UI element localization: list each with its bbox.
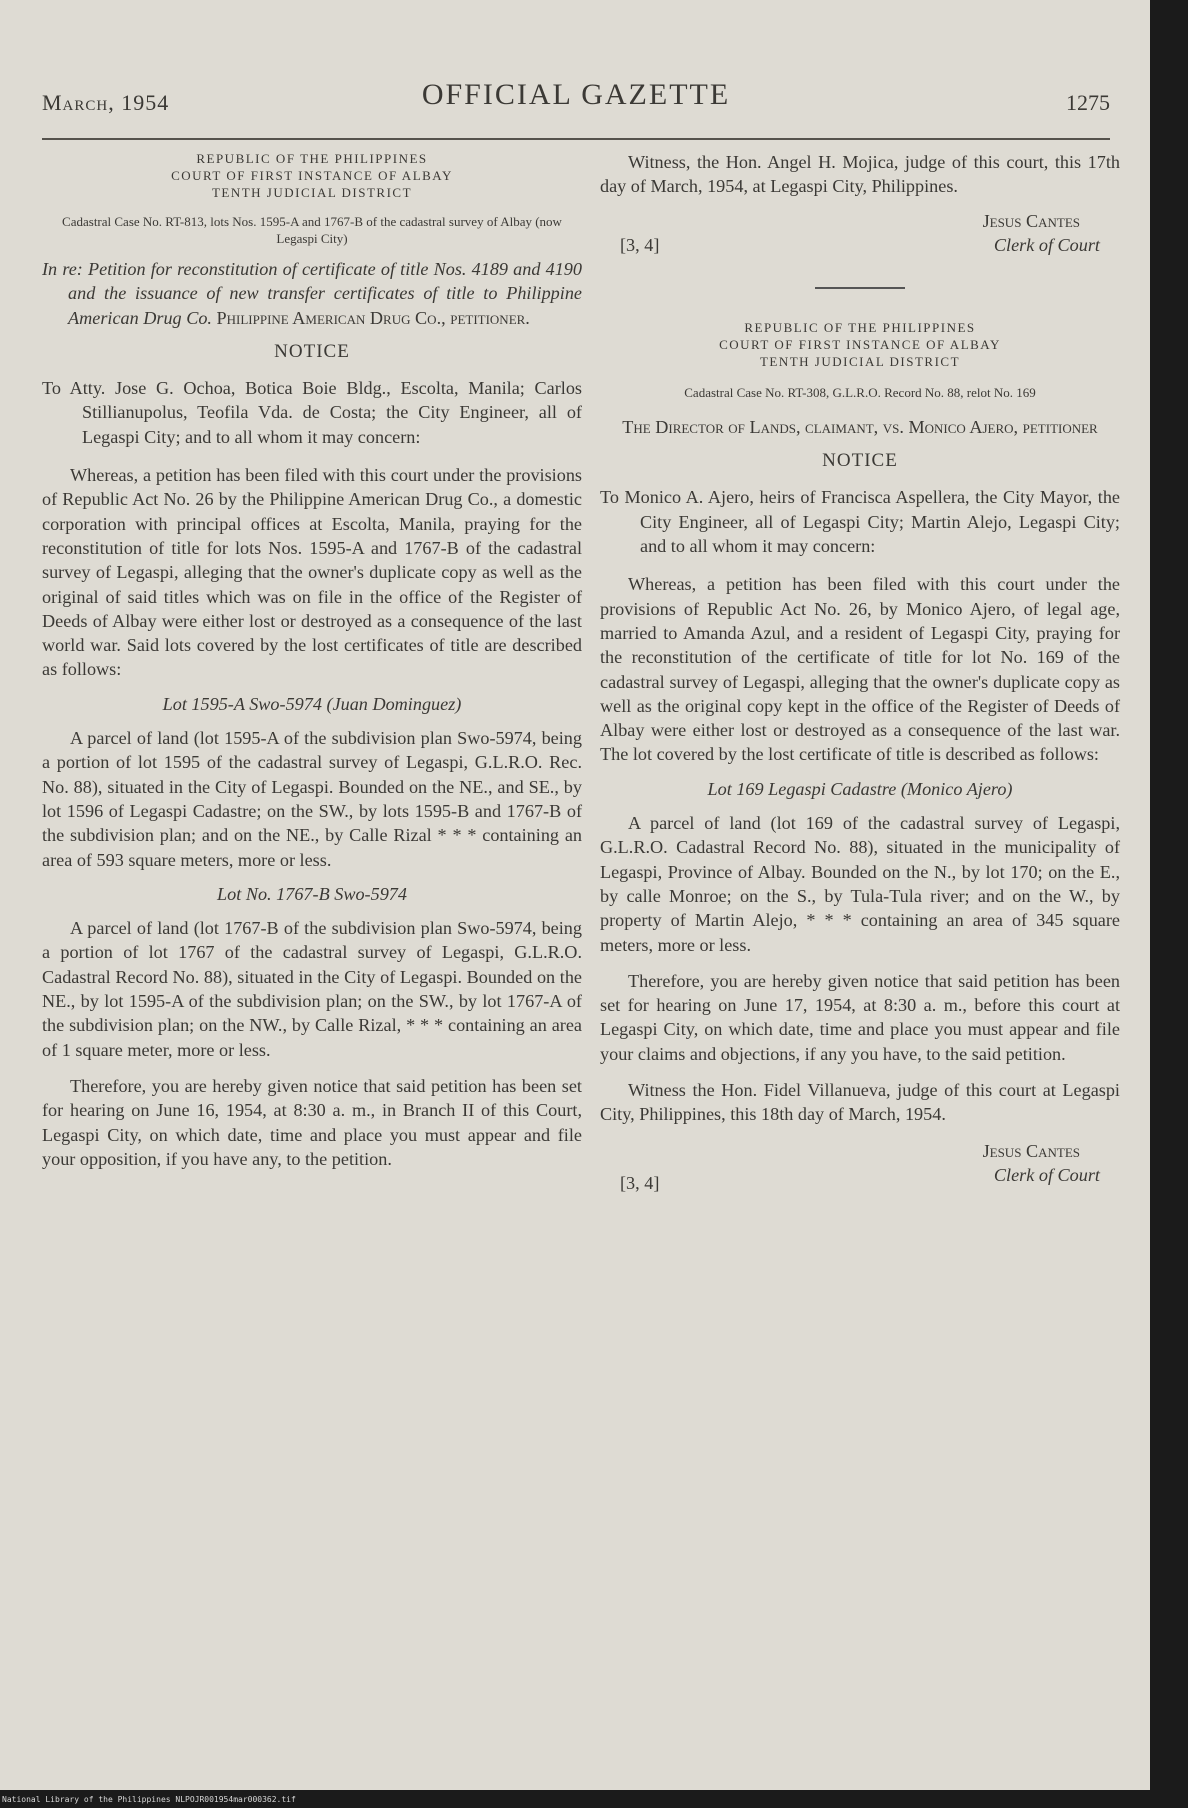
header-page-number: 1275 bbox=[1066, 90, 1110, 115]
right-caption-line: COURT OF FIRST INSTANCE OF ALBAY bbox=[719, 336, 1001, 352]
right-witness-1: Witness, the Hon. Angel H. Mojica, judge of this court, this 17th day of March, 1954, at Legaspi City, Philippines. bbox=[600, 152, 1120, 197]
right-signature-2-ref: [3, 4] bbox=[620, 1172, 660, 1193]
right-signature-2-row bbox=[600, 1163, 1120, 1193]
left-column bbox=[42, 150, 582, 1171]
right-lot-description: A parcel of land (lot 169 of the cadastral survey of Legaspi, G.L.R.O. Cadastral Record No. 88), situated in the municipality of Legaspi, Province of Albay. Bounded on the N., by lot 170; on the E., by calle Monroe; on the S., by Tula-Tula river; and on the W., by property of Martin Alejo, * * * containing an area of 345 square meters, more or less. bbox=[600, 813, 1120, 955]
left-lot2-description: A parcel of land (lot 1767-B of the subdivision plan Swo-5974, being a portion of lot 1767 of the cadastral survey of Legaspi, G.L.R.O. Cadastral Record No. 88), situated in the City of Legaspi. Bounded on the NE., by lot 1595-A of the subdivision plan; on the SW., by lot 1767-A of the subdivision plan; on the NW., by Calle Rizal, * * * containing an area of 1 square meter, more or less. bbox=[42, 918, 582, 1060]
right-addressees: To Monico A. Ajero, heirs of Francisca Aspellera, the City Mayor, the City Engineer, all of Legaspi City; Martin Alejo, Legaspi City; and to all whom it may concern: bbox=[600, 487, 1120, 557]
right-signature-1-title: Clerk of Court bbox=[993, 234, 1100, 255]
left-caption-line: COURT OF FIRST INSTANCE OF ALBAY bbox=[171, 168, 453, 183]
left-in-re bbox=[42, 257, 582, 330]
left-in-re-petitioner: Philippine American Drug Co., petitioner. bbox=[216, 307, 530, 328]
right-witness-2: Witness the Hon. Fidel Villanueva, judge of this court at Legaspi City, Philippines, this 18th day of March, 1954. bbox=[600, 1080, 1120, 1125]
left-whereas: Whereas, a petition has been filed with this court under the provisions of Republic Act No. 26 by the Philippine American Drug Co., a domestic corporation with principal offices at Escolta, Manila, praying for the reconstitution of title for lots Nos. 1595-A and 1767-B of the cadastral survey of Legaspi, alleging that the owner's duplicate copy as well as the original of said titles which was on file in the office of the Register of Deeds of Albay were either lost or destroyed as a consequence of the last world war. Said lots covered by the lost certificates of title are described as follows: bbox=[42, 465, 582, 680]
right-therefore: Therefore, you are hereby given notice that said petition has been set for hearing on June 17, 1954, at 8:30 a. m., before this court at Legaspi City, on which date, time and place you must appear and file your claims and objections, if any you have, to the said petition. bbox=[600, 970, 1120, 1064]
right-column bbox=[600, 150, 1120, 1193]
right-signature-2-name: Jesus Cantes bbox=[982, 1140, 1080, 1161]
right-signature-2-title: Clerk of Court bbox=[993, 1164, 1100, 1185]
left-lot1-description: A parcel of land (lot 1595-A of the subdivision plan Swo-5974, being a portion of lot 1595 of the cadastral survey of Legaspi, G.L.R.O. Rec. No. 88), situated in the City of Legaspi. Bounded on the NE., and SE., by lot 1596 of Legaspi Cadastre; on the SW., by lots 1595-B and 1767-B of the subdivision plan; and on the NE., by Calle Rizal * * * containing an area of 593 square meters, more or less. bbox=[42, 728, 582, 870]
right-signature-1-ref: [3, 4] bbox=[620, 234, 660, 255]
right-court-caption bbox=[600, 319, 1120, 370]
left-lot1-title: Lot 1595-A Swo-5974 (Juan Dominguez) bbox=[162, 693, 462, 714]
left-court-caption bbox=[42, 150, 582, 201]
header-date: March, 1954 bbox=[42, 90, 170, 115]
header-rule bbox=[42, 138, 1110, 140]
scan-footer: National Library of the Philippines NLPOJR001954mar000362.tif bbox=[2, 1795, 296, 1804]
left-addressees: To Atty. Jose G. Ochoa, Botica Boie Bldg., Escolta, Manila; Carlos Stillianupolus, Teofila Vda. de Costa; the City Engineer, all of Legaspi City; and to all whom it may concern: bbox=[42, 378, 582, 447]
right-notice-heading: NOTICE bbox=[822, 450, 898, 472]
right-case-line: Cadastral Case No. RT-308, G.L.R.O. Record No. 88, relot No. 169 bbox=[684, 384, 1036, 400]
right-signature-1-row bbox=[600, 233, 1120, 257]
right-parties: The Director of Lands, claimant, vs. Monico Ajero, petitioner bbox=[622, 416, 1098, 437]
right-signature-1-name: Jesus Cantes bbox=[982, 210, 1080, 231]
left-lot2-title: Lot No. 1767-B Swo-5974 bbox=[217, 883, 407, 904]
page-header bbox=[42, 78, 1110, 118]
right-caption-line: TENTH JUDICIAL DISTRICT bbox=[759, 353, 961, 369]
header-title: OFFICIAL GAZETTE bbox=[421, 78, 731, 111]
left-therefore: Therefore, you are hereby given notice that said petition has been set for hearing on June 16, 1954, at 8:30 a. m., in Branch II of this Court, Legaspi City, on which date, time and place you must appear and file your opposition, if you have any, to the petition. bbox=[42, 1075, 582, 1169]
right-lot-title: Lot 169 Legaspi Cadastre (Monico Ajero) bbox=[707, 778, 1013, 799]
section-divider bbox=[815, 287, 905, 289]
left-in-re-text: In re: Petition for reconstitution of certificate of title Nos. 4189 and 4190 and the issuance of new transfer certificates of title to Philippine American Drug Co. bbox=[42, 259, 582, 328]
left-notice-heading: NOTICE bbox=[274, 340, 350, 362]
left-caption-line: REPUBLIC OF THE PHILIPPINES bbox=[196, 151, 428, 166]
right-whereas: Whereas, a petition has been filed with this court under the provisions of Republic Act No. 26, by Monico Ajero, of legal age, married to Amanda Azul, and a resident of Legaspi City, praying for the reconstitution of the certificate of title for lot No. 169 of the cadastral survey of Legaspi, alleging that the owner's duplicate copy as well as the original copy kept in the office of the Register of Deeds of Albay were either lost or destroyed as a consequence of the last war. The lot covered by the lost certificate of title is described as follows: bbox=[600, 574, 1120, 765]
right-caption-line: REPUBLIC OF THE PHILIPPINES bbox=[744, 319, 976, 335]
left-caption-line: TENTH JUDICIAL DISTRICT bbox=[211, 185, 413, 200]
left-case-line: Cadastral Case No. RT-813, lots Nos. 1595-A and 1767-B of the cadastral survey of Albay (now Legaspi City) bbox=[62, 214, 562, 246]
